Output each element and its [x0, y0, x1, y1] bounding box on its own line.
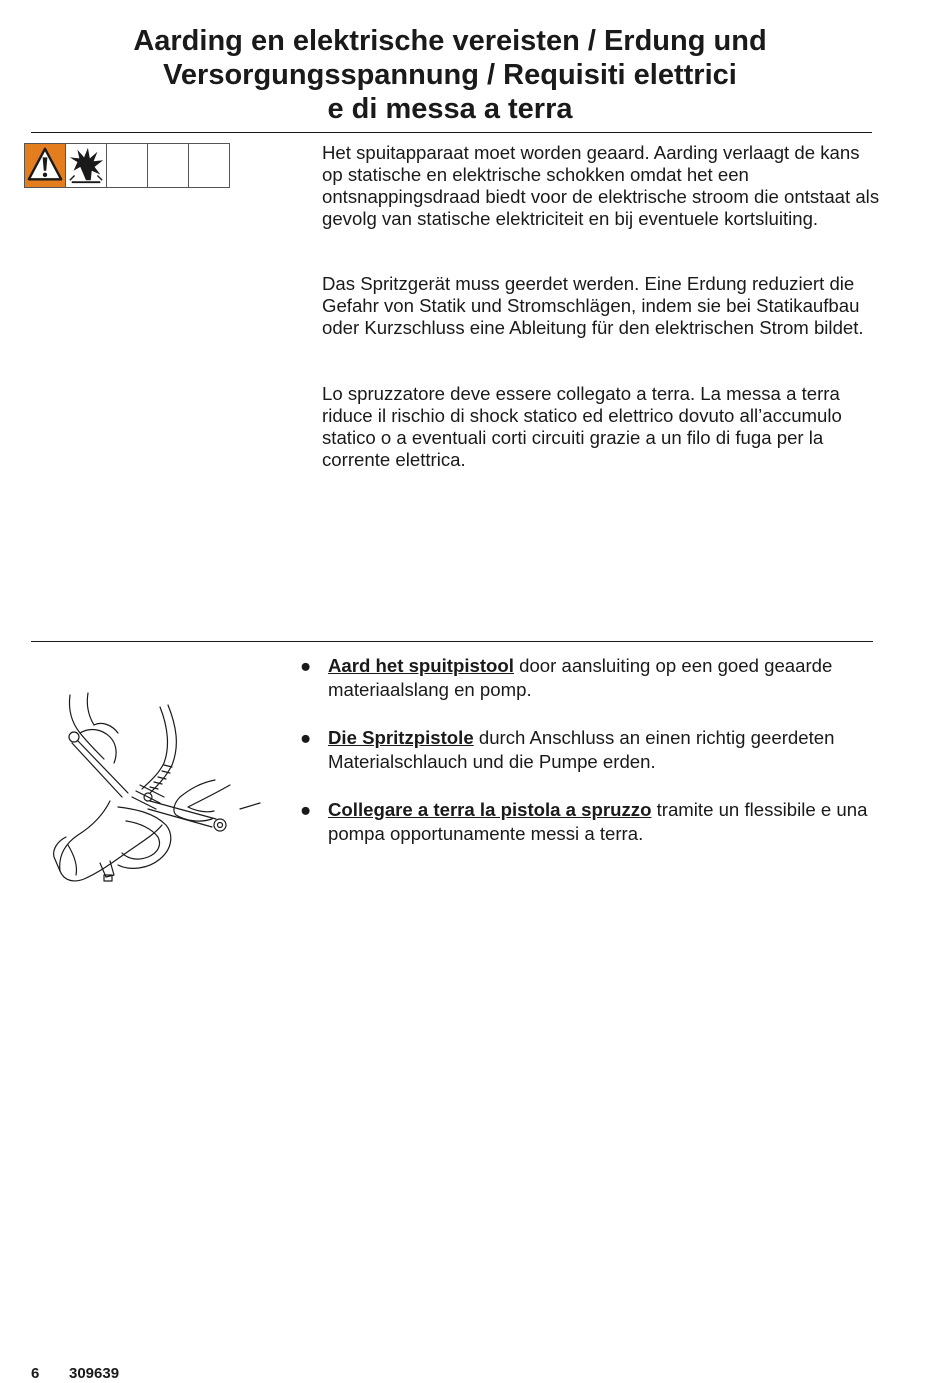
grounding-text-italian: Lo spruzzatore deve essere collegato a terra. La messa a terra riduce il rischio di shock statico ed elettrico dovuto all’accumulo statico o a eventuali corti circuiti grazie a un filo di fuga per la corrente elettrica. — [322, 383, 842, 470]
title-line-2: Versorgungsspannung / Requisiti elettrici — [163, 59, 737, 91]
document-number: 309639 — [69, 1365, 120, 1382]
explosion-icon — [65, 143, 107, 188]
bullet-dot: ● — [300, 727, 312, 748]
list-item — [300, 726, 880, 773]
section-divider-middle — [31, 641, 873, 642]
bullet-dot: ● — [300, 655, 312, 676]
bullet-text: durch Anschluss an einen richtig geerdeten Materialschlauch und die Pumpe erden. — [328, 727, 835, 772]
bullet-lead: Collegare a terra la pistola a spruzzo — [328, 799, 652, 820]
spray-gun-grounding-illustration — [40, 685, 270, 890]
section-divider-top — [31, 132, 872, 133]
empty-icon-box — [188, 143, 230, 188]
page-number: 6 — [31, 1365, 40, 1382]
empty-icon-box — [106, 143, 148, 188]
bullet-dot: ● — [300, 799, 312, 820]
title-line-1: Aarding en elektrische vereisten / Erdung und — [133, 25, 767, 57]
warning-exclamation-icon — [24, 143, 66, 188]
list-item — [300, 654, 880, 701]
bullet-text: tramite un flessibile e una pompa opportunamente messi a terra. — [328, 799, 868, 844]
grounding-text-dutch: Het spuitapparaat moet worden geaard. Aarding verlaagt de kans op statische en elektrische schokken omdat het een ontsnappingsdraad biedt voor de elektrische stroom die ontstaat als gevolg van statische elektriciteit en bij eventuele kortsluiting. — [322, 142, 880, 229]
page-title — [0, 24, 900, 126]
hazard-symbol-row — [24, 143, 230, 188]
bullet-lead: Die Spritzpistole — [328, 727, 474, 748]
bullet-text: door aansluiting op een goed geaarde materiaalslang en pomp. — [328, 655, 833, 700]
list-item — [300, 798, 880, 845]
title-line-3: e di messa a terra — [327, 93, 573, 125]
empty-icon-box — [147, 143, 189, 188]
grounding-text-german: Das Spritzgerät muss geerdet werden. Eine Erdung reduziert die Gefahr von Statik und Stromschlägen, indem sie bei Statikaufbau oder Kurzschluss eine Ableitung für den elektrischen Strom bildet. — [322, 273, 864, 338]
grounding-instructions-list — [300, 654, 880, 870]
bullet-lead: Aard het spuitpistool — [328, 655, 514, 676]
